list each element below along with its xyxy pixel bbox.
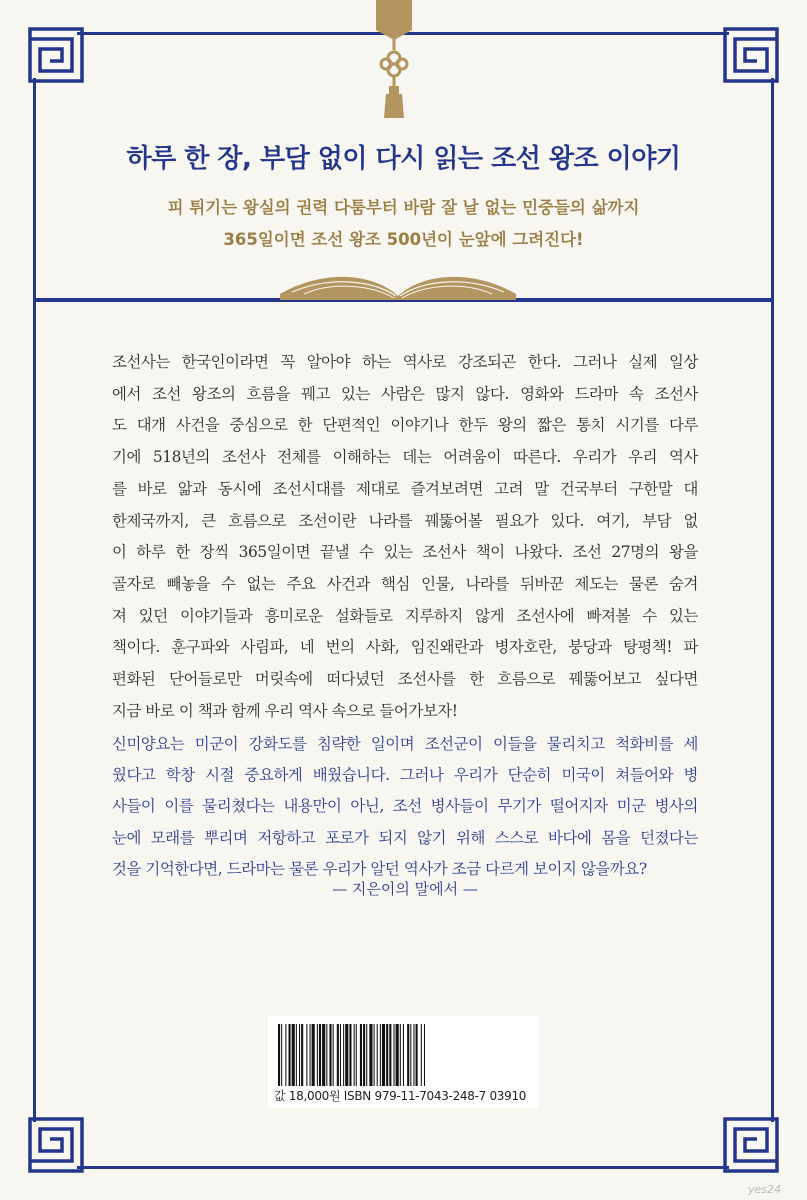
corner-ornament-top-right — [723, 27, 779, 83]
watermark: yes24 — [748, 1183, 782, 1196]
barcode-bar — [369, 1024, 372, 1086]
price-isbn: 값 18,000원 ISBN 979-11-7043-248-7 03910 — [274, 1089, 527, 1103]
open-book-icon — [280, 262, 516, 302]
text-line: 지금 바로 이 책과 함께 우리 역사 속으로 들어가보자! — [112, 701, 458, 720]
quote-line: 눈에 모래를 뿌리며 저항하고 포로가 되지 않기 위해 스스로 바다에 몸을 던졌다는 — [112, 828, 698, 847]
barcode-bar — [403, 1024, 404, 1086]
text-line: 책이다. 훈구파와 사림파, 네 번의 사화, 임진왜란과 병자호란, 붕당과 탕평책! 파 — [112, 638, 698, 657]
quote-attribution: — 지은이의 말에서 — — [332, 880, 478, 898]
text-line: 도 대개 사건을 중심으로 한 단편적인 이야기나 한두 왕의 짧은 통치 시기를 다루 — [112, 416, 698, 435]
corner-ornament-bottom-left — [28, 1117, 84, 1173]
headline: 하루 한 장, 부담 없이 다시 읽는 조선 왕조 이야기 — [126, 144, 681, 174]
quote-line: 웠다고 학창 시절 중요하게 배웠습니다. 그러나 우리가 단순히 미국이 쳐들어와 병 — [112, 766, 698, 785]
text-line: 져 있던 이야기들과 흥미로운 설화들로 지루하지 않게 조선사에 빠져볼 수 있는 — [112, 606, 698, 625]
barcode-bar — [322, 1024, 325, 1086]
barcode-bar — [299, 1024, 300, 1086]
barcode-bar — [301, 1024, 303, 1086]
barcode-bar — [292, 1024, 295, 1086]
barcode-bar — [319, 1024, 321, 1086]
barcode-bar — [377, 1024, 378, 1086]
quote-line: 사들이 이를 물리쳤다는 내용만이 아닌, 조선 병사들이 무기가 떨어지자 미군 병사의 — [112, 797, 698, 816]
subline-1: 피 튀기는 왕실의 권력 다툼부터 바람 잘 날 없는 민중들의 삶까지 — [167, 198, 640, 217]
barcode-bar — [340, 1024, 341, 1086]
text-line: 편화된 단어들로만 머릿속에 떠다녔던 조선사를 한 흐름으로 꿰뚫어보고 싶다면 — [112, 670, 698, 689]
barcode-bar — [306, 1024, 307, 1086]
quote-line: 것을 기억한다면, 드라마는 물론 우리가 알던 역사가 조금 다르게 보이지 않을까요? — [112, 859, 647, 878]
barcode-bar — [345, 1024, 348, 1086]
barcode-bar — [400, 1024, 401, 1086]
barcode-bar — [349, 1024, 351, 1086]
knot-tassel-icon — [364, 0, 424, 125]
barcode-bar — [413, 1024, 414, 1086]
barcode-bar — [394, 1024, 395, 1086]
barcode-bar — [416, 1024, 418, 1086]
barcode-bar — [296, 1024, 297, 1086]
barcode-bar — [366, 1024, 367, 1086]
barcode-bar — [360, 1024, 362, 1086]
barcode-bar — [354, 1024, 355, 1086]
corner-ornament-bottom-right — [723, 1117, 779, 1173]
frame-left-line — [33, 78, 36, 1122]
barcode-bar — [356, 1024, 357, 1086]
barcode-bar — [389, 1024, 391, 1086]
barcode-bar — [333, 1024, 334, 1086]
barcode-bar — [285, 1024, 286, 1086]
barcode-bar — [289, 1024, 291, 1086]
text-line: 골자로 빼놓을 수 없는 주요 사건과 핵심 인물, 나라를 뒤바꾼 제도는 물론 숨겨 — [112, 574, 698, 593]
barcode-bar — [310, 1024, 311, 1086]
barcode-bar — [278, 1024, 280, 1086]
barcode-bar — [329, 1024, 331, 1086]
barcode-bar — [281, 1024, 282, 1086]
barcode-bar — [317, 1024, 318, 1086]
barcode-bar — [343, 1024, 344, 1086]
text-line: 에서 조선 왕조의 흐름을 꿰고 있는 사람은 많지 않다. 영화와 드라마 속 조선사 — [112, 384, 698, 403]
author-quote — [112, 729, 698, 885]
frame-bottom-line — [77, 1166, 729, 1169]
frame-right-line — [771, 78, 774, 1122]
text-line: 기에 518년의 조선사 전체를 이해하는 데는 어려움이 따른다. 우리가 우리 역사 — [112, 448, 698, 467]
barcode-bar — [424, 1024, 425, 1086]
barcode-bar — [326, 1024, 327, 1086]
text-line: 한제국까지, 큰 흐름으로 조선이란 나라를 꿰뚫어볼 필요가 있다. 여기, 부담 없 — [112, 511, 698, 530]
barcode-bar — [386, 1024, 388, 1086]
text-line: 를 바로 앎과 동시에 조선시대를 제대로 즐겨보려면 고려 말 건국부터 구한말 대 — [112, 479, 698, 498]
text-line: 이 하루 한 장씩 365일이면 끝낼 수 있는 조선사 책이 나왔다. 조선 27명의 왕을 — [112, 543, 698, 562]
text-line: 조선사는 한국인이라면 꼭 알아야 하는 역사로 강조되곤 한다. 그러나 실제 일상 — [112, 353, 698, 371]
description-paragraph — [112, 347, 698, 727]
barcode-bar — [396, 1024, 399, 1086]
barcode-bar — [363, 1024, 365, 1086]
barcode-bar — [382, 1024, 385, 1086]
barcode-bar — [407, 1024, 409, 1086]
corner-ornament-top-left — [28, 27, 84, 83]
quote-line: 신미양요는 미군이 강화도를 침략한 일이며 조선군이 이들을 물리치고 척화비를 세 — [112, 735, 698, 753]
barcode-bar — [380, 1024, 381, 1086]
subline-2: 365일이면 조선 왕조 500년이 눈앞에 그려진다! — [223, 230, 584, 249]
barcode-label — [268, 1016, 538, 1108]
barcode-bar — [374, 1024, 375, 1086]
barcode-bar — [410, 1024, 411, 1086]
barcode-bar — [312, 1024, 315, 1086]
barcode-bar — [421, 1024, 422, 1086]
barcode — [276, 1024, 530, 1086]
barcode-bar — [337, 1024, 339, 1086]
